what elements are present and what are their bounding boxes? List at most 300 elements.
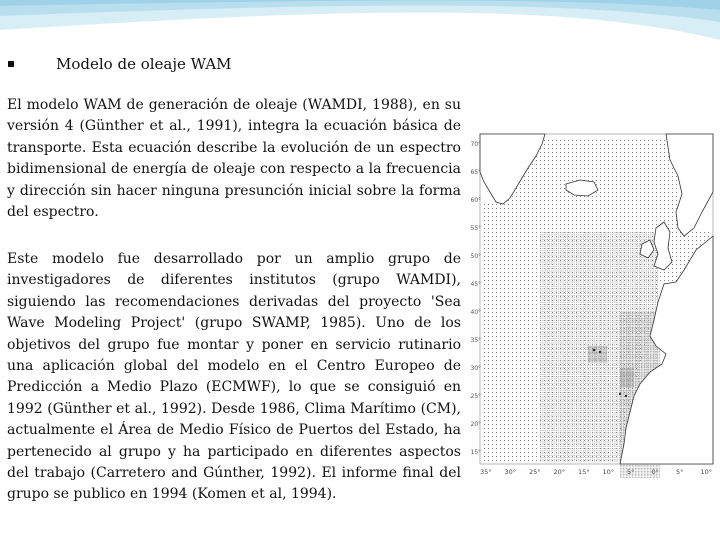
grid-point bbox=[492, 216, 493, 217]
grid-point bbox=[488, 260, 489, 261]
fine-mesh-point bbox=[639, 236, 640, 237]
grid-point bbox=[576, 440, 577, 441]
fine-mesh-point bbox=[603, 268, 604, 269]
fine-mesh-point bbox=[558, 239, 559, 240]
fine-mesh-point bbox=[652, 263, 653, 264]
grid-point bbox=[524, 212, 525, 213]
fine-mesh-point bbox=[644, 266, 645, 267]
grid-point bbox=[568, 376, 569, 377]
grid-point bbox=[512, 428, 513, 429]
fine-mesh-point bbox=[635, 259, 636, 260]
grid-point bbox=[664, 180, 665, 181]
fine-mesh-point bbox=[567, 234, 568, 235]
grid-point bbox=[620, 248, 621, 249]
fine-mesh-point bbox=[572, 264, 573, 265]
grid-point bbox=[580, 420, 581, 421]
fine-mesh-point bbox=[625, 246, 626, 247]
fine-mesh-point bbox=[643, 270, 644, 271]
grid-point bbox=[504, 360, 505, 361]
fine-mesh-point bbox=[592, 252, 593, 253]
grid-point bbox=[548, 300, 549, 301]
grid-point bbox=[504, 316, 505, 317]
fine-mesh-point bbox=[605, 248, 606, 249]
fine-mesh-point bbox=[569, 254, 570, 255]
grid-point bbox=[528, 260, 529, 261]
fine-mesh-point bbox=[601, 239, 602, 240]
grid-point bbox=[496, 384, 497, 385]
grid-point bbox=[660, 204, 661, 205]
grid-point bbox=[568, 208, 569, 209]
grid-point bbox=[536, 440, 537, 441]
grid-point bbox=[640, 276, 641, 277]
grid-point bbox=[644, 200, 645, 201]
grid-point bbox=[532, 220, 533, 221]
fine-mesh-point bbox=[621, 272, 622, 273]
fine-mesh-point bbox=[556, 246, 557, 247]
grid-point bbox=[608, 172, 609, 173]
grid-point bbox=[508, 228, 509, 229]
grid-point bbox=[488, 448, 489, 449]
grid-point bbox=[604, 188, 605, 189]
fine-mesh-point bbox=[587, 236, 588, 237]
grid-point bbox=[512, 452, 513, 453]
grid-point bbox=[652, 164, 653, 165]
fine-mesh-point bbox=[578, 270, 579, 271]
fine-mesh-point bbox=[567, 261, 568, 262]
fine-mesh-point bbox=[562, 272, 563, 273]
grid-point bbox=[532, 332, 533, 333]
fine-mesh-point bbox=[612, 261, 613, 262]
grid-point bbox=[672, 268, 673, 269]
fine-mesh-point bbox=[544, 255, 545, 256]
grid-point bbox=[668, 160, 669, 161]
fine-mesh-point bbox=[599, 252, 600, 253]
fine-mesh-point bbox=[590, 257, 591, 258]
grid-point bbox=[608, 296, 609, 297]
grid-point bbox=[640, 144, 641, 145]
fine-mesh-point bbox=[599, 241, 600, 242]
grid-point bbox=[520, 276, 521, 277]
grid-point bbox=[524, 288, 525, 289]
grid-point bbox=[532, 188, 533, 189]
grid-point bbox=[484, 380, 485, 381]
grid-point bbox=[676, 236, 677, 237]
grid-point bbox=[520, 396, 521, 397]
grid-point bbox=[492, 340, 493, 341]
grid-point bbox=[544, 420, 545, 421]
grid-point bbox=[552, 332, 553, 333]
fine-mesh-point bbox=[626, 254, 627, 255]
grid-point bbox=[604, 304, 605, 305]
fine-mesh-point bbox=[562, 246, 563, 247]
grid-point bbox=[584, 160, 585, 161]
grid-point bbox=[524, 444, 525, 445]
grid-point bbox=[544, 220, 545, 221]
grid-point bbox=[604, 220, 605, 221]
grid-point bbox=[624, 228, 625, 229]
fine-mesh-point bbox=[581, 268, 582, 269]
grid-point bbox=[604, 156, 605, 157]
fine-mesh-point bbox=[643, 259, 644, 260]
grid-point bbox=[584, 392, 585, 393]
fine-mesh-point bbox=[650, 272, 651, 273]
grid-point bbox=[492, 388, 493, 389]
fine-mesh-point bbox=[601, 266, 602, 267]
grid-point bbox=[496, 308, 497, 309]
grid-point bbox=[604, 444, 605, 445]
grid-point bbox=[504, 244, 505, 245]
grid-point bbox=[512, 356, 513, 357]
fine-mesh-point bbox=[581, 252, 582, 253]
grid-point bbox=[572, 196, 573, 197]
grid-point bbox=[628, 192, 629, 193]
fine-mesh-point bbox=[558, 264, 559, 265]
fine-mesh-point bbox=[572, 236, 573, 237]
grid-point bbox=[520, 212, 521, 213]
fine-mesh-point bbox=[617, 254, 618, 255]
grid-point bbox=[508, 224, 509, 225]
fine-mesh-point bbox=[608, 255, 609, 256]
grid-point bbox=[516, 288, 517, 289]
grid-point bbox=[596, 172, 597, 173]
grid-point bbox=[652, 148, 653, 149]
fine-mesh-point bbox=[650, 234, 651, 235]
fine-mesh-point bbox=[608, 254, 609, 255]
grid-point bbox=[620, 172, 621, 173]
grid-point bbox=[544, 176, 545, 177]
grid-point bbox=[488, 440, 489, 441]
fine-mesh-point bbox=[641, 232, 642, 233]
grid-point bbox=[616, 192, 617, 193]
fine-mesh-point bbox=[634, 234, 635, 235]
fine-mesh-point bbox=[580, 272, 581, 273]
fine-mesh-point bbox=[551, 270, 552, 271]
grid-point bbox=[564, 212, 565, 213]
fine-mesh-point bbox=[652, 241, 653, 242]
grid-point bbox=[488, 288, 489, 289]
grid-point bbox=[504, 424, 505, 425]
fine-mesh-point bbox=[601, 257, 602, 258]
fine-mesh-point bbox=[587, 252, 588, 253]
grid-point bbox=[580, 200, 581, 201]
grid-point bbox=[612, 384, 613, 385]
grid-point bbox=[680, 260, 681, 261]
grid-point bbox=[528, 300, 529, 301]
fine-mesh-point bbox=[628, 252, 629, 253]
fine-mesh-point bbox=[589, 241, 590, 242]
grid-point bbox=[536, 180, 537, 181]
grid-point bbox=[552, 368, 553, 369]
grid-point bbox=[620, 308, 621, 309]
fine-mesh-point bbox=[619, 266, 620, 267]
grid-point bbox=[484, 284, 485, 285]
grid-point bbox=[620, 208, 621, 209]
grid-point bbox=[548, 460, 549, 461]
grid-point bbox=[652, 160, 653, 161]
fine-mesh-point bbox=[592, 261, 593, 262]
fine-mesh-point bbox=[590, 255, 591, 256]
grid-point bbox=[508, 448, 509, 449]
fine-mesh-point bbox=[545, 250, 546, 251]
grid-point bbox=[624, 148, 625, 149]
fine-mesh-point bbox=[565, 261, 566, 262]
grid-point bbox=[504, 312, 505, 313]
fine-mesh-point bbox=[578, 255, 579, 256]
fine-mesh-point bbox=[556, 255, 557, 256]
grid-point bbox=[488, 276, 489, 277]
grid-point bbox=[588, 208, 589, 209]
grid-point bbox=[512, 256, 513, 257]
grid-point bbox=[560, 296, 561, 297]
grid-point bbox=[584, 268, 585, 269]
grid-point bbox=[528, 408, 529, 409]
fine-mesh-point bbox=[641, 234, 642, 235]
wam-grid-map-svg bbox=[470, 132, 715, 478]
fine-mesh-point bbox=[628, 272, 629, 273]
fine-mesh-point bbox=[540, 241, 541, 242]
fine-mesh-point bbox=[599, 255, 600, 256]
fine-mesh-point bbox=[560, 255, 561, 256]
grid-point bbox=[584, 420, 585, 421]
fine-mesh-point bbox=[572, 268, 573, 269]
fine-mesh-point bbox=[558, 236, 559, 237]
grid-point bbox=[528, 240, 529, 241]
grid-point bbox=[608, 456, 609, 457]
fine-mesh-point bbox=[562, 232, 563, 233]
grid-point bbox=[504, 380, 505, 381]
grid-point bbox=[576, 332, 577, 333]
fine-mesh-point bbox=[590, 270, 591, 271]
grid-point bbox=[536, 376, 537, 377]
grid-point bbox=[484, 364, 485, 365]
grid-point bbox=[672, 188, 673, 189]
grid-point bbox=[536, 272, 537, 273]
fine-mesh-point bbox=[632, 255, 633, 256]
fine-mesh-point bbox=[576, 257, 577, 258]
fine-mesh-point bbox=[553, 273, 554, 274]
grid-point bbox=[612, 260, 613, 261]
fine-mesh-point bbox=[607, 237, 608, 238]
fine-mesh-point bbox=[601, 255, 602, 256]
fine-mesh-point bbox=[626, 250, 627, 251]
fine-mesh-point bbox=[554, 239, 555, 240]
fine-mesh-point bbox=[544, 252, 545, 253]
grid-point bbox=[568, 156, 569, 157]
fine-mesh-point bbox=[542, 239, 543, 240]
grid-point bbox=[516, 460, 517, 461]
grid-point bbox=[548, 200, 549, 201]
grid-point bbox=[584, 432, 585, 433]
grid-point bbox=[484, 312, 485, 313]
fine-mesh-point bbox=[596, 259, 597, 260]
grid-point bbox=[608, 332, 609, 333]
fine-mesh-point bbox=[655, 268, 656, 269]
fine-mesh-point bbox=[549, 236, 550, 237]
grid-point bbox=[508, 260, 509, 261]
grid-point bbox=[556, 276, 557, 277]
grid-point bbox=[556, 156, 557, 157]
fine-mesh-point bbox=[626, 252, 627, 253]
fine-mesh-point bbox=[562, 250, 563, 251]
fine-mesh-point bbox=[556, 259, 557, 260]
grid-point bbox=[488, 352, 489, 353]
grid-point bbox=[616, 296, 617, 297]
grid-point bbox=[568, 140, 569, 141]
grid-point bbox=[496, 436, 497, 437]
grid-point bbox=[536, 244, 537, 245]
fine-mesh-point bbox=[565, 272, 566, 273]
grid-point bbox=[656, 156, 657, 157]
fine-mesh-point bbox=[590, 245, 591, 246]
grid-point bbox=[604, 424, 605, 425]
fine-mesh-point bbox=[553, 261, 554, 262]
grid-point bbox=[596, 296, 597, 297]
grid-point bbox=[484, 404, 485, 405]
grid-point bbox=[528, 348, 529, 349]
grid-point bbox=[596, 228, 597, 229]
grid-point bbox=[528, 444, 529, 445]
grid-point bbox=[536, 212, 537, 213]
grid-point bbox=[572, 216, 573, 217]
fine-mesh-point bbox=[596, 268, 597, 269]
grid-point bbox=[536, 332, 537, 333]
grid-point bbox=[568, 308, 569, 309]
grid-point bbox=[636, 192, 637, 193]
grid-point bbox=[504, 400, 505, 401]
grid-point bbox=[604, 216, 605, 217]
grid-point bbox=[568, 304, 569, 305]
grid-point bbox=[508, 324, 509, 325]
grid-point bbox=[660, 180, 661, 181]
grid-point bbox=[604, 236, 605, 237]
fine-mesh-point bbox=[639, 266, 640, 267]
fine-mesh-point bbox=[583, 243, 584, 244]
grid-point bbox=[588, 260, 589, 261]
grid-point bbox=[516, 432, 517, 433]
fine-mesh-point bbox=[563, 243, 564, 244]
fine-mesh-point bbox=[558, 273, 559, 274]
grid-point bbox=[636, 176, 637, 177]
grid-point bbox=[644, 144, 645, 145]
fine-mesh-point bbox=[617, 268, 618, 269]
grid-point bbox=[508, 348, 509, 349]
grid-point bbox=[484, 264, 485, 265]
grid-point bbox=[532, 192, 533, 193]
grid-point bbox=[556, 188, 557, 189]
fine-mesh-point bbox=[569, 234, 570, 235]
grid-point bbox=[524, 252, 525, 253]
grid-point bbox=[592, 260, 593, 261]
grid-point bbox=[532, 436, 533, 437]
fine-mesh-point bbox=[542, 250, 543, 251]
fine-mesh-point bbox=[635, 241, 636, 242]
grid-point bbox=[600, 228, 601, 229]
grid-point bbox=[528, 188, 529, 189]
fine-mesh-point bbox=[652, 254, 653, 255]
grid-point bbox=[516, 376, 517, 377]
grid-point bbox=[488, 204, 489, 205]
grid-point bbox=[528, 292, 529, 293]
grid-point bbox=[632, 208, 633, 209]
fine-mesh-point bbox=[545, 236, 546, 237]
grid-point bbox=[516, 232, 517, 233]
grid-point bbox=[536, 160, 537, 161]
grid-point bbox=[528, 344, 529, 345]
fine-mesh-point bbox=[549, 245, 550, 246]
fine-mesh-point bbox=[562, 245, 563, 246]
fine-mesh-point bbox=[632, 263, 633, 264]
grid-point bbox=[596, 312, 597, 313]
grid-point bbox=[584, 252, 585, 253]
grid-point bbox=[532, 432, 533, 433]
grid-point bbox=[536, 416, 537, 417]
grid-point bbox=[528, 432, 529, 433]
grid-point bbox=[576, 224, 577, 225]
fine-mesh-point bbox=[644, 261, 645, 262]
grid-point bbox=[508, 456, 509, 457]
grid-point bbox=[492, 224, 493, 225]
fine-mesh-point bbox=[574, 255, 575, 256]
grid-point bbox=[656, 284, 657, 285]
fine-mesh-point bbox=[547, 272, 548, 273]
fine-mesh-point bbox=[547, 270, 548, 271]
grid-point bbox=[508, 316, 509, 317]
grid-point bbox=[664, 196, 665, 197]
fine-mesh-point bbox=[542, 270, 543, 271]
fine-mesh-point bbox=[637, 259, 638, 260]
fine-mesh-point bbox=[607, 232, 608, 233]
fine-mesh-point bbox=[551, 266, 552, 267]
fine-mesh-point bbox=[634, 239, 635, 240]
grid-point bbox=[524, 308, 525, 309]
fine-mesh-point bbox=[594, 268, 595, 269]
grid-point bbox=[508, 232, 509, 233]
fine-mesh-point bbox=[616, 261, 617, 262]
fine-mesh-point bbox=[644, 232, 645, 233]
grid-point bbox=[640, 176, 641, 177]
fine-mesh-point bbox=[632, 246, 633, 247]
grid-point bbox=[488, 296, 489, 297]
fine-mesh-point bbox=[592, 259, 593, 260]
grid-point bbox=[484, 440, 485, 441]
grid-point bbox=[508, 204, 509, 205]
grid-point bbox=[580, 208, 581, 209]
grid-point bbox=[508, 304, 509, 305]
grid-point bbox=[684, 260, 685, 261]
grid-point bbox=[560, 196, 561, 197]
fine-mesh-point bbox=[556, 248, 557, 249]
grid-point bbox=[640, 288, 641, 289]
grid-point bbox=[588, 176, 589, 177]
fine-mesh-point bbox=[614, 263, 615, 264]
grid-point bbox=[592, 420, 593, 421]
grid-point bbox=[508, 328, 509, 329]
grid-point bbox=[648, 216, 649, 217]
fine-mesh-point bbox=[572, 254, 573, 255]
fine-mesh-point bbox=[625, 268, 626, 269]
fine-mesh-point bbox=[646, 259, 647, 260]
fine-mesh-point bbox=[598, 232, 599, 233]
fine-mesh-point bbox=[580, 263, 581, 264]
grid-point bbox=[568, 244, 569, 245]
fine-mesh-point bbox=[616, 266, 617, 267]
fine-mesh-point bbox=[605, 252, 606, 253]
grid-point bbox=[640, 168, 641, 169]
grid-point bbox=[492, 236, 493, 237]
fine-mesh-point bbox=[554, 243, 555, 244]
grid-point bbox=[656, 292, 657, 293]
fine-mesh-point bbox=[567, 257, 568, 258]
